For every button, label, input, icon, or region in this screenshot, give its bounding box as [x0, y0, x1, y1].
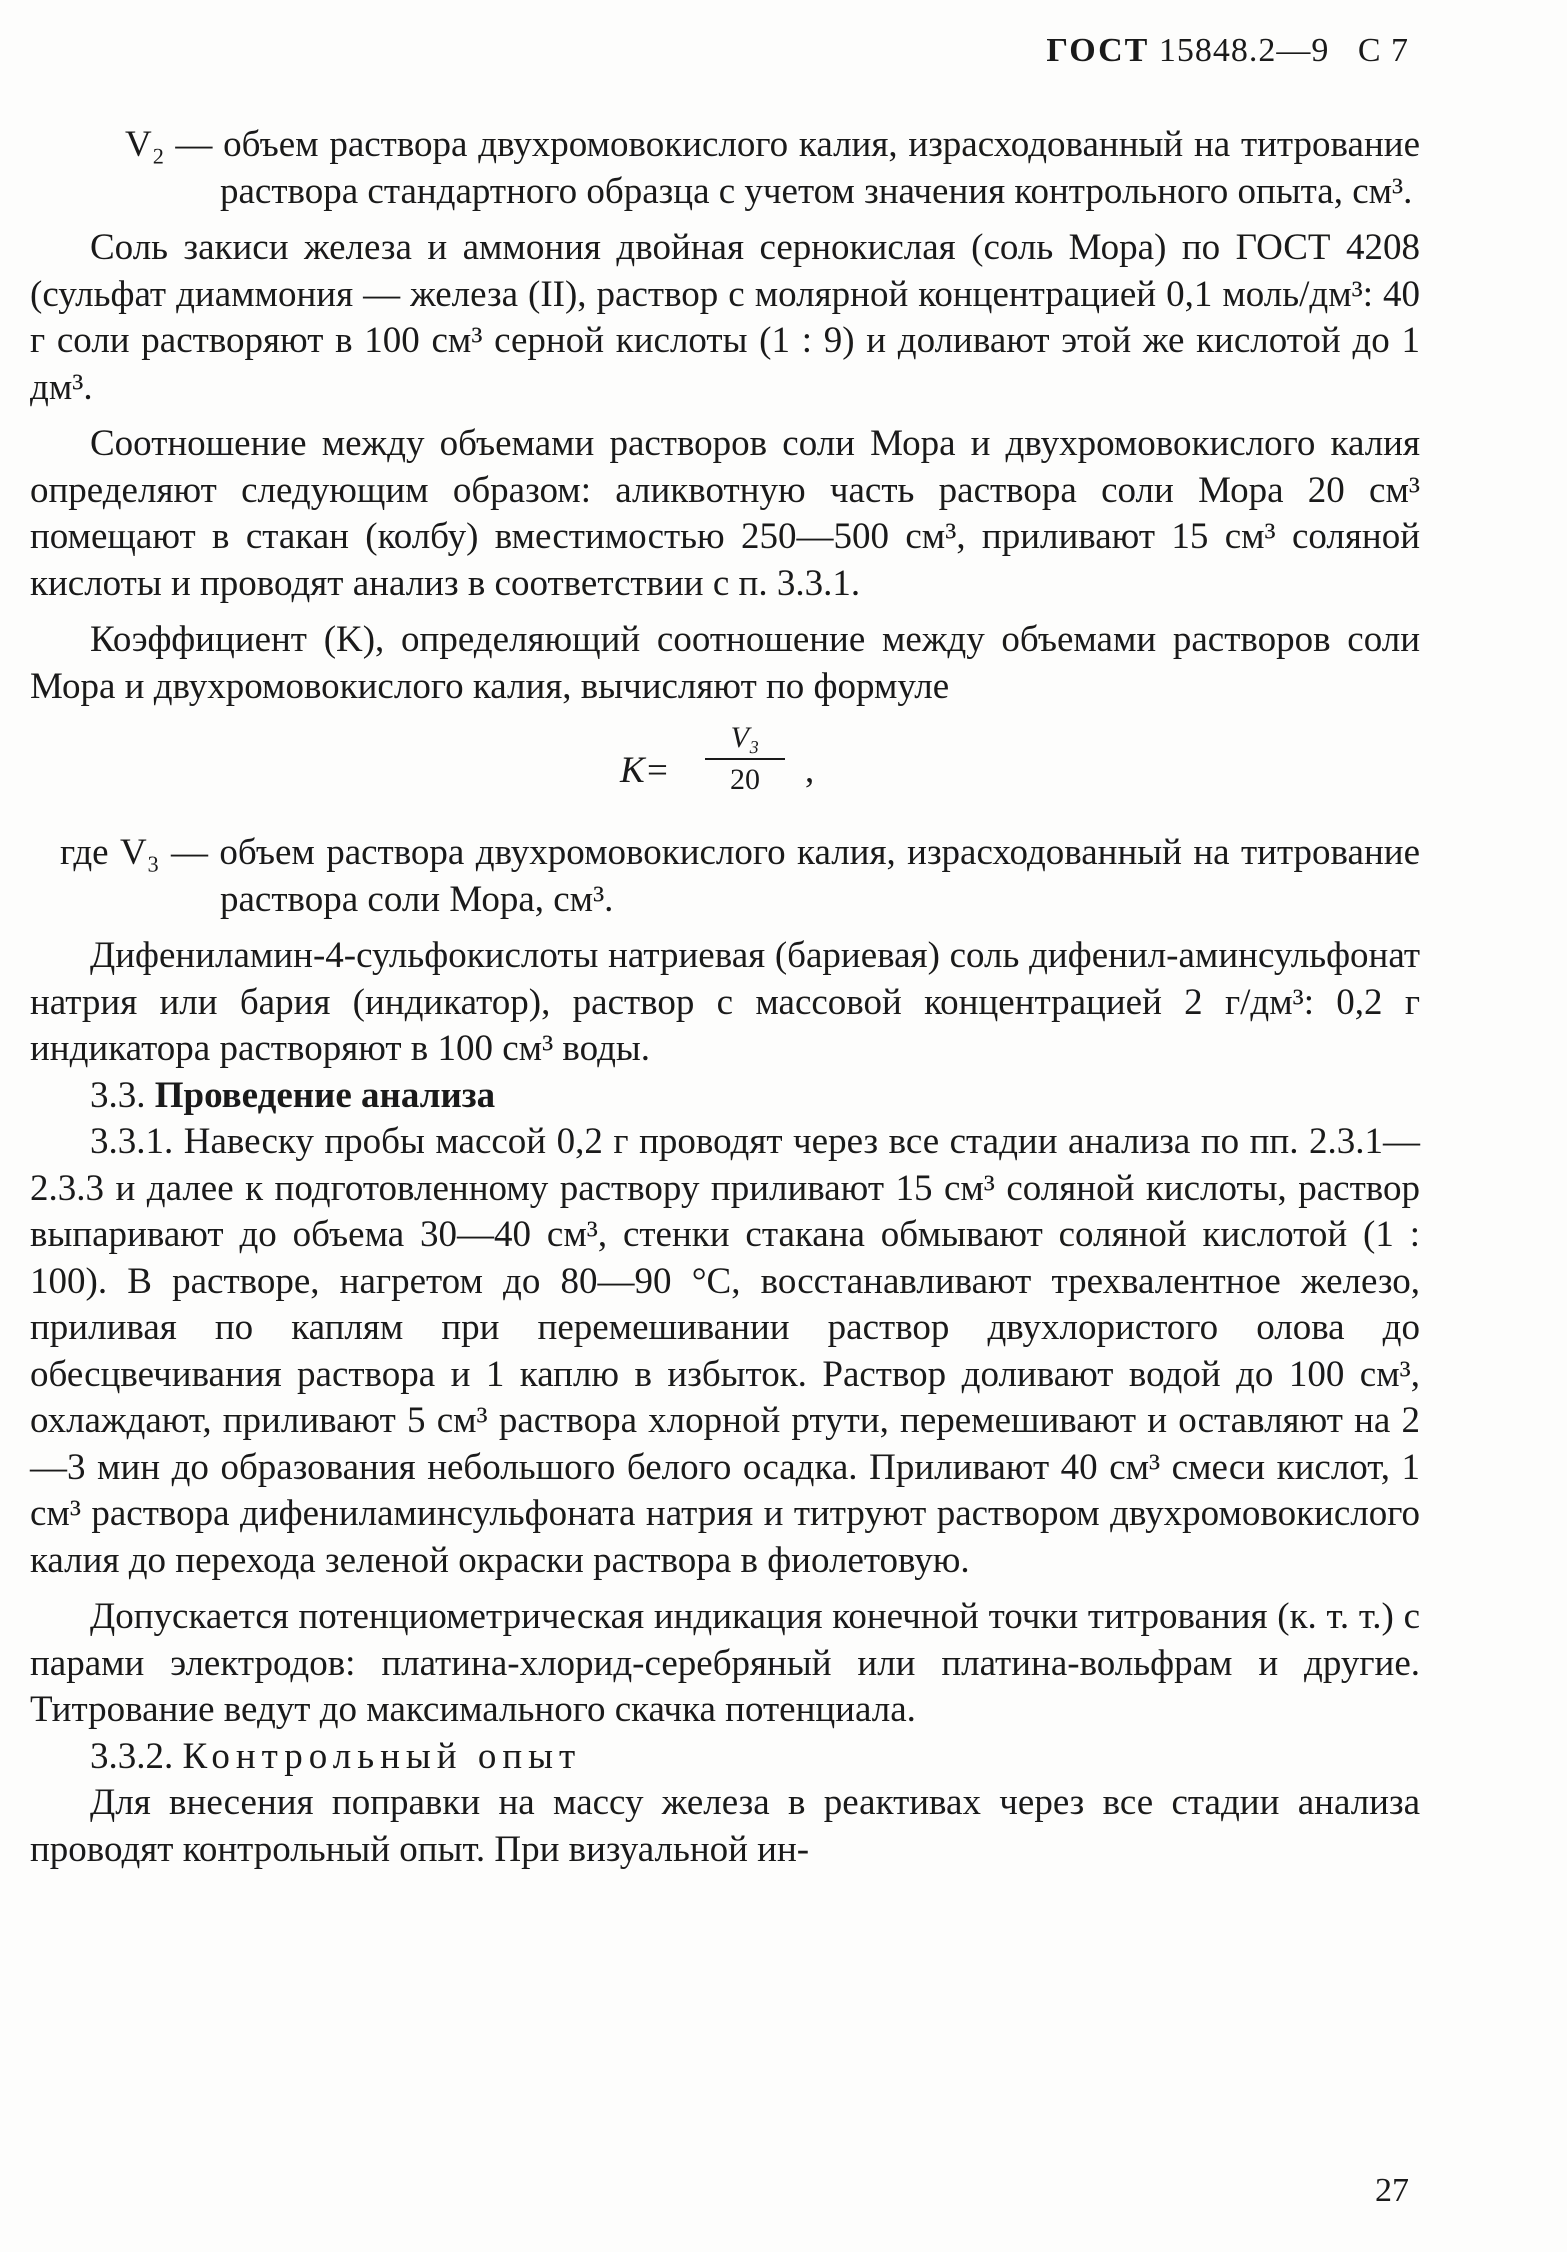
section-3-3-2-title: Контрольный опыт [182, 1735, 582, 1777]
formula-lhs: K= [620, 750, 670, 791]
header-standard: ГОСТ [1046, 32, 1150, 69]
section-3-3-2-heading [30, 1734, 1420, 1781]
section-3-3-heading [30, 1073, 1420, 1120]
paragraph-indicator: Дифениламин-4-сульфокислоты натриевая (бариевая) соль дифенил-аминсульфонат натрия или бария (индикатор), раствор с массовой концентрацией 2 г/дм³: 0,2 г индикатора растворяют в 100 см³ воды. [30, 935, 1420, 1069]
paragraph-3-3-1: 3.3.1. Навеску пробы массой 0,2 г проводят через все стадии анализа по пп. 2.3.1—2.3.3 и далее к подготовленному раствору приливают 15 см³ соляной кислоты, раствор выпаривают до объема 30—40 см³, стенки стакана обмывают соляной кислотой (1 : 100). В растворе, нагретом до 80—90 °С, восстанавливают трехвалентное железо, приливая по каплям при перемешивании раствор двухлористого олова до обесцвечивания раствора и 1 каплю в избыток. Раствор доливают водой до 100 см³, охлаждают, приливают 5 см³ раствора хлорной ртути, перемешивают и оставляют на 2—3 мин до образования небольшого белого осадка. Приливают 40 см³ смеси кислот, 1 см³ раствора дифениламинсульфоната натрия и титруют раствором двухромовокислого калия до перехода зеленой окраски раствора в фиолетовую. [30, 1121, 1420, 1581]
paragraph-mohr-salt: Соль закиси железа и аммония двойная сернокислая (соль Мора) по ГОСТ 4208 (сульфат диаммония — железа (II), раствор с молярной концентрацией 0,1 моль/дм³: 40 г соли растворяют в 100 см³ серной кислоты (1 : 9) и доливают этой же кислотой до 1 дм³. [30, 227, 1420, 408]
header-number: 15848.2—9 [1158, 32, 1330, 69]
running-header [1046, 28, 1409, 75]
section-3-3-title: Проведение анализа [154, 1074, 496, 1116]
section-3-3-2-number: 3.3.2. [90, 1735, 174, 1777]
v2-definition: V₂ — объем раствора двухромовокислого калия, израсходованный на титрование раствора стандартного образца с учетом значения контрольного опыта, см³. [125, 124, 1420, 212]
paragraph-coefficient: Коэффициент (K), определяющий соотношение между объемами растворов соли Мора и двухромовокислого калия, вычисляют по формуле [30, 619, 1420, 707]
formula-k [30, 710, 1420, 830]
page-body [30, 122, 1420, 1873]
paragraph-ratio: Соотношение между объемами растворов соли Мора и двухромовокислого калия определяют следующим образом: аликвотную часть раствора соли Мора 20 см³ помещают в стакан (колбу) вместимостью 250—500 см³, приливают 15 см³ соляной кислоты и проводят анализ в соответствии с п. 3.3.1. [30, 423, 1420, 604]
formula-fraction [705, 718, 785, 800]
formula-comma: , [805, 750, 815, 791]
page-number: 27 [1375, 2171, 1409, 2209]
header-page-ref: С 7 [1357, 32, 1409, 69]
paragraph-control: Для внесения поправки на массу железа в реактивах через все стадии анализа проводят контрольный опыт. При визуальной ин- [30, 1782, 1420, 1870]
formula-denominator: 20 [730, 763, 760, 796]
formula-numerator: V₃ [705, 718, 785, 760]
v3-definition: где V₃ — объем раствора двухромовокислого калия, израсходованный на титрование раствора соли Мора, см³. [60, 832, 1420, 920]
section-3-3-number: 3.3. [90, 1074, 146, 1116]
paragraph-potentiometric: Допускается потенциометрическая индикация конечной точки титрования (к. т. т.) с парами электродов: платина-хлорид-серебряный или платина-вольфрам и другие. Титрование ведут до максимального скачка потенциала. [30, 1596, 1420, 1730]
